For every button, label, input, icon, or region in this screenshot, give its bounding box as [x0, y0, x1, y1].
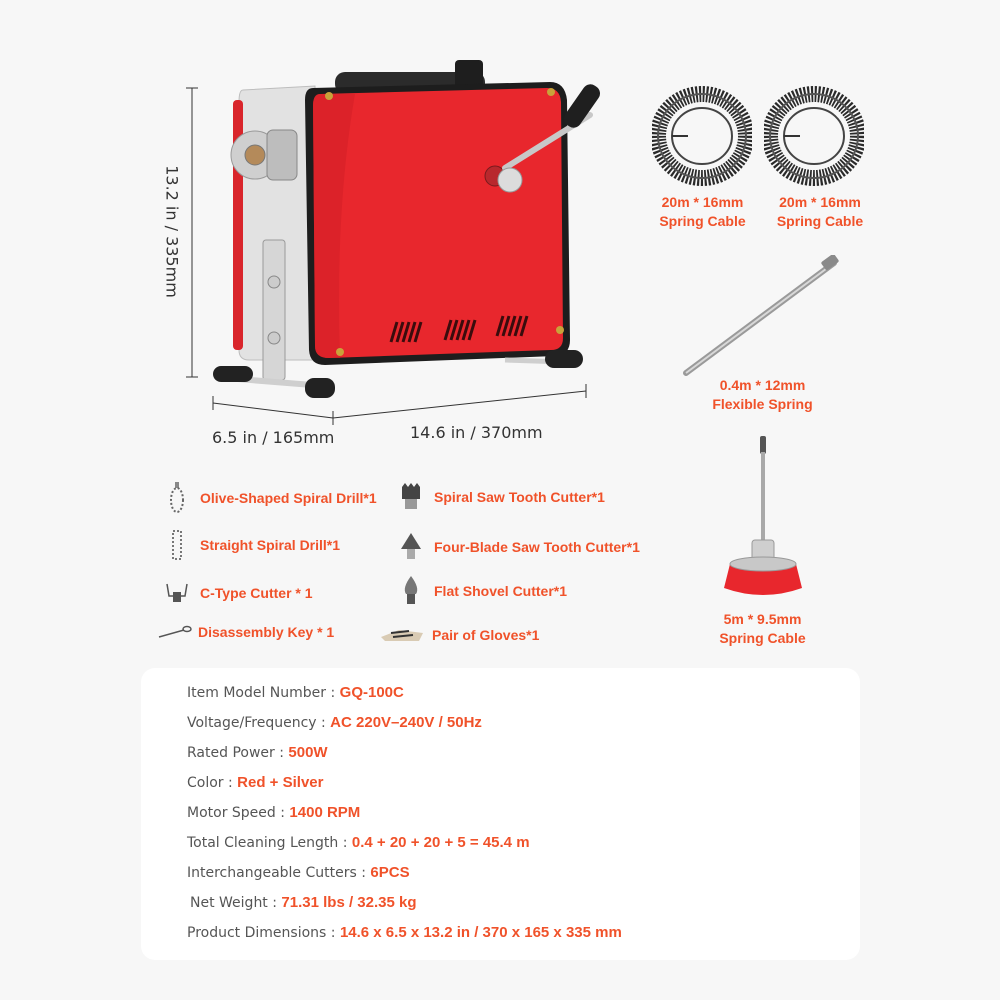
kit-item-label: Spiral Saw Tooth Cutter*1 — [434, 489, 605, 505]
spring-cable-coil-2 — [764, 86, 864, 191]
spec-value: 71.31 lbs / 32.35 kg — [281, 894, 417, 911]
kit-item-gloves — [378, 620, 539, 650]
straight-drill-icon — [160, 530, 194, 560]
spring-cable-2-label — [760, 193, 880, 231]
spec-row-cutters — [187, 864, 410, 881]
kit-item-label: Disassembly Key * 1 — [198, 624, 335, 640]
spec-key: Interchangeable Cutters : — [187, 865, 371, 881]
kit-item-label: Olive-Shaped Spiral Drill*1 — [200, 490, 377, 506]
spec-key: Color : — [187, 775, 238, 791]
spec-value: Red + Silver — [237, 774, 324, 791]
spec-key: Voltage/Frequency : — [187, 715, 331, 731]
gloves-icon — [378, 620, 426, 650]
flexible-spring-name: Flexible Spring — [712, 396, 813, 412]
small-spring-cable-name: Spring Cable — [719, 630, 806, 646]
spec-value: AC 220V–240V / 50Hz — [330, 714, 482, 731]
kit-item-label: Four-Blade Saw Tooth Cutter*1 — [434, 539, 640, 555]
spec-key: Total Cleaning Length : — [187, 835, 352, 851]
shovel-cutter-icon — [394, 576, 428, 606]
flexible-spring-size: 0.4m * 12mm — [719, 377, 806, 393]
kit-item-label: Pair of Gloves*1 — [432, 627, 540, 643]
spring-cable-1-label — [645, 193, 760, 231]
kit-item-c-cutter — [160, 578, 313, 608]
kit-item-flat-shovel-cutter — [394, 576, 567, 606]
spec-value: 500W — [288, 744, 328, 761]
spring-coil-icon — [764, 86, 864, 186]
spec-key: Rated Power : — [187, 745, 289, 761]
spec-key: Motor Speed : — [187, 805, 290, 821]
spring-cable-1-size: 20m * 16mm — [661, 194, 744, 210]
four-blade-cutter-icon — [394, 532, 428, 562]
spring-cable-1-name: Spring Cable — [659, 213, 746, 229]
spring-cable-2-name: Spring Cable — [776, 213, 864, 229]
spec-row-color — [187, 774, 323, 791]
spec-row-motor-speed — [187, 804, 360, 821]
kit-item-label: C-Type Cutter * 1 — [200, 585, 313, 601]
olive-drill-icon — [160, 483, 194, 513]
height-dimension-label: 13.2 in / 335mm — [162, 165, 182, 298]
spring-coil-icon — [652, 86, 752, 186]
spec-key: Net Weight : — [190, 895, 282, 911]
kit-item-olive-drill — [160, 483, 377, 513]
spec-row-power — [187, 744, 328, 761]
spec-value: 0.4 + 20 + 20 + 5 = 45.4 m — [351, 834, 530, 851]
depth-dimension-label: 6.5 in / 165mm — [212, 428, 335, 447]
kit-item-disassembly-key — [158, 617, 334, 647]
spec-row-voltage — [187, 714, 482, 731]
spec-row-dimensions — [187, 924, 622, 941]
spec-value: 14.6 x 6.5 x 13.2 in / 370 x 165 x 335 mm — [339, 924, 622, 941]
saw-cutter-icon — [394, 482, 428, 512]
spec-card — [141, 668, 860, 960]
flexible-spring-icon — [676, 255, 846, 380]
small-drum-cable-icon — [718, 436, 808, 606]
spec-value: 6PCS — [370, 864, 410, 881]
spec-row-weight — [190, 894, 417, 911]
spec-row-cleaning-length — [187, 834, 530, 851]
kit-item-spiral-saw-cutter — [394, 482, 605, 512]
kit-item-label: Straight Spiral Drill*1 — [200, 537, 341, 553]
kit-item-straight-drill — [160, 530, 340, 560]
kit-item-label: Flat Shovel Cutter*1 — [434, 583, 568, 599]
spec-key: Product Dimensions : — [187, 925, 340, 941]
spec-value: GQ-100C — [339, 684, 404, 701]
spring-cable-coil-1 — [652, 86, 752, 191]
key-icon — [158, 617, 192, 647]
spec-value: 1400 RPM — [289, 804, 361, 821]
small-spring-cable-size: 5m * 9.5mm — [723, 611, 802, 627]
kit-item-four-blade-cutter — [394, 532, 640, 562]
width-dimension-label: 14.6 in / 370mm — [410, 423, 543, 442]
spec-row-model — [187, 684, 404, 701]
c-cutter-icon — [160, 578, 194, 608]
dimension-lines — [0, 0, 640, 460]
spec-key: Item Model Number : — [187, 685, 340, 701]
flexible-spring-label — [690, 376, 835, 414]
small-spring-cable-label — [700, 610, 825, 648]
spring-cable-2-size: 20m * 16mm — [779, 194, 861, 210]
